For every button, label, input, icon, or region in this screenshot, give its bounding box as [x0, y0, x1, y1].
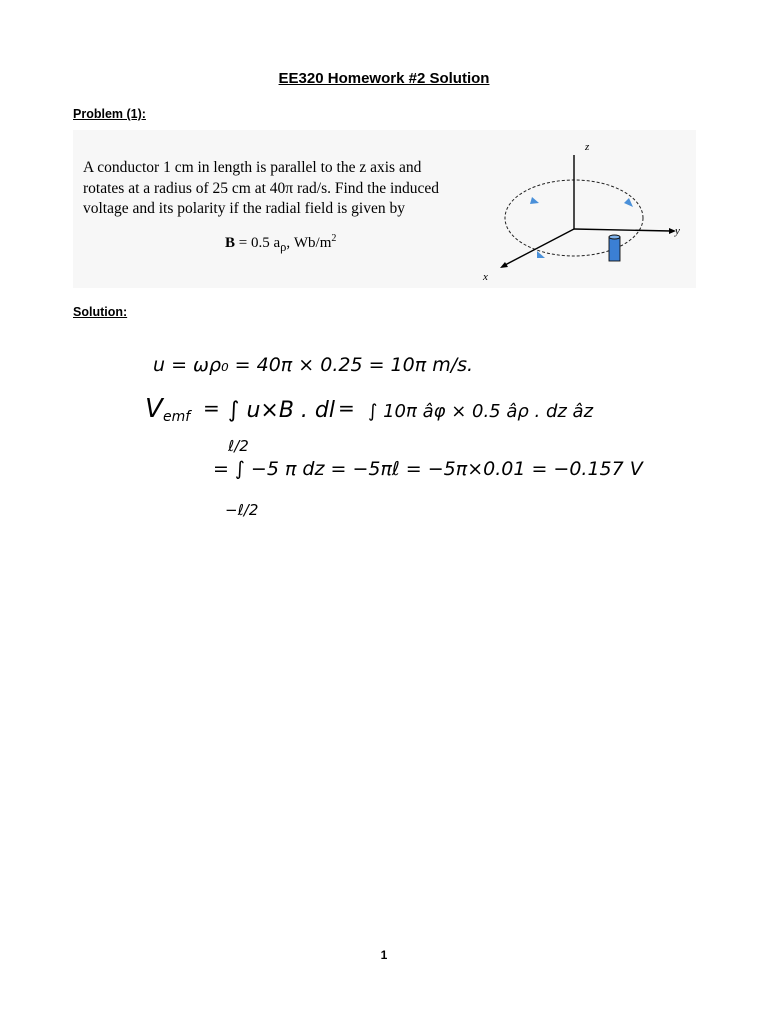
problem-line-2: rotates at a radius of 25 cm at 40π rad/s. Find the induced: [83, 179, 440, 197]
handwritten-solution: [73, 325, 696, 535]
page-number: 1: [380, 948, 388, 962]
integral-lower-limit: −ℓ/2: [225, 501, 259, 519]
axis-label-x: x: [483, 271, 488, 283]
formula-rhs: = 0.5 a: [235, 235, 281, 251]
problem-line-1: A conductor 1 cm in length is parallel to the z axis and: [83, 159, 422, 176]
emf-integral-general: ∫ u×B . dl: [228, 398, 335, 423]
integral-upper-limit: ℓ/2: [228, 437, 249, 455]
axis-label-z: z: [585, 141, 590, 153]
problem-line-3: voltage and its polarity if the radial field is given by: [83, 200, 405, 217]
document-title: EE320 Homework #2 Solution: [278, 70, 490, 87]
emf-result-line: = ∫ −5 π dz = −5πℓ = −5π×0.01 = −0.157 V: [213, 458, 643, 480]
formula-units: , Wb/m: [286, 235, 332, 251]
emf-integral-substituted: ∫ 10π âφ × 0.5 âρ . dz âz: [368, 401, 594, 422]
conductor-top: [609, 235, 620, 239]
solution-heading: Solution:: [73, 305, 128, 319]
emf-equals-2: =: [338, 396, 355, 420]
axis-label-y: y: [675, 225, 680, 237]
problem-text: [83, 158, 483, 220]
x-arrowhead: [500, 262, 508, 268]
formula-exponent: 2: [331, 233, 337, 244]
magnetic-field-formula: [225, 233, 336, 255]
formula-subscript: ρ: [280, 240, 287, 254]
emf-equals: =: [203, 396, 220, 420]
x-axis: [505, 229, 574, 265]
emf-symbol: V: [145, 394, 163, 424]
y-axis: [574, 229, 671, 231]
problem-heading: Problem (1):: [73, 107, 146, 121]
rotating-conductor-diagram: [483, 130, 696, 288]
emf-subscript: emf: [163, 409, 191, 425]
conductor: [609, 237, 620, 261]
formula-lhs: B: [225, 235, 236, 251]
problem-statement-figure: [73, 130, 696, 288]
rotation-arrow-left: [530, 197, 539, 204]
velocity-equation: u = ωρ₀ = 40π × 0.25 = 10π m/s.: [153, 354, 474, 376]
rotation-arrow-right: [624, 198, 633, 207]
